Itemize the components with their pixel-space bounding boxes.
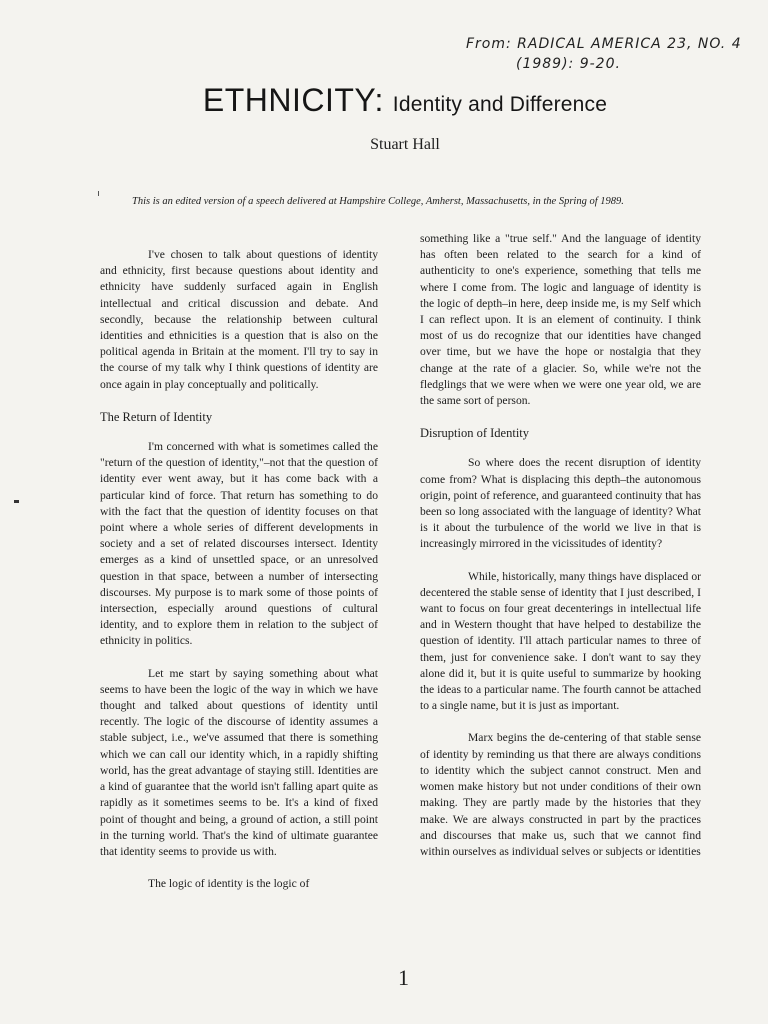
handwritten-note-line-1: From: RADICAL AMERICA 23, NO. 4 [466,36,742,52]
paragraph: Let me start by saying something about what seems to have been the logic of the way in which we have thought and talked about questions of identity until recently. The logic of the discourse of identity assumes a stable subject, i.e., we've assumed that there is something which we can call our identity which, in a rapidly shifting world, has the great advantage of staying still. Identities are a kind of guarantee that the world isn't falling apart quite as rapidly as it sometimes seems to be. It's a kind of fixed point of thought and being, a ground of action, a still point in the turning world. That's the kind of ultimate guarantee that identity seems to provide us with. [100,666,378,858]
paragraph: The logic of identity is the logic of [148,877,310,891]
paragraph: While, historically, many things have displaced or decentered the stable sense of identity that I just described, I want to focus on four great decenterings in intellectual life and in Western thought that have helped to destabilize the question of identity. I'll attach particular names to three of them, just for convenience sake. I don't want to say they alone did it, but it is quite useful to summarize by hooking the ideas to a particular name. The fourth cannot be attached to a single name, but it is just as important. [420,569,701,713]
paragraph: I've chosen to talk about questions of identity and ethnicity, first because questions about identity and ethnicity have suddenly surfaced again in English intellectual and critical discussion and debate. And secondly, because the relationship between cultural identities and ethnicities is a question that is also on the political agenda in Britain at the moment. I'll try to say in the course of my talk why I think questions of identity are once again in play conceptually and politically. [100,248,378,391]
paragraph: I'm concerned with what is sometimes called the "return of the question of identity,"–not that the question of identity ever went away, but it has come back with a particular kind of force. That return has something to do with the fact that the question of identity focuses on that point where a whole series of different developments in society and a set of related discourses intersect. Identity emerges as a kind of unsettled space, or an unresolved question in that space, between a number of intersecting discourses. My purpose is to mark some of those points of intersection, especially around questions of cultural identity, and to explore them in relation to the subject of ethnicity in politics. [100,440,378,648]
paragraph: So where does the recent disruption of identity come from? What is displacing this depth–the autonomous origin, point of reference, and guaranteed continuity that has been so long associated with the language of identity? What is it about the turbulence of the world we live in that is increasingly mirrored in the vicissitudes of identity? [420,456,701,551]
margin-mark [14,500,19,503]
editorial-note: This is an edited version of a speech delivered at Hampshire College, Amherst, Massachusetts, in the Spring of 1989. [132,196,624,207]
paragraph: something like a "true self." And the language of identity has often been related to the search for a kind of authenticity to one's experience, something that tells me where I come from. The logic and language of identity is the logic of depth–in here, deep inside me, is my Self which I can reflect upon. It is an element of continuity. I think most of us do recognize that our identities have changed over time, but we have the hope or nostalgia that they change at the rate of a glacier. So, while we're not the fledglings that we were when we were one year old, we are the same sort of person. [420,232,701,408]
handwritten-source-note [466,34,756,74]
page-number: 1 [398,965,409,990]
article-title [0,82,768,119]
handwritten-note-line-2: (1989): 9-20. [516,56,621,72]
section-heading: Disruption of Identity [420,426,530,441]
title-subtitle: Identity and Difference [392,93,608,116]
right-column [420,231,701,876]
left-column [100,247,378,908]
author-name: Stuart Hall [370,136,440,153]
section-heading: The Return of Identity [100,409,213,424]
paragraph: Marx begins the de-centering of that stable sense of identity by reminding us that there are always conditions to identity which the subject cannot construct. Men and women make history but not under conditions of their own making. They are partly made by the histories that they make. We are always constructed in part by the practices and discourses that make us, such that we cannot find within ourselves as individual selves or subjects or identities [420,731,701,858]
margin-mark [98,191,99,196]
title-main: ETHNICITY: [202,82,384,118]
